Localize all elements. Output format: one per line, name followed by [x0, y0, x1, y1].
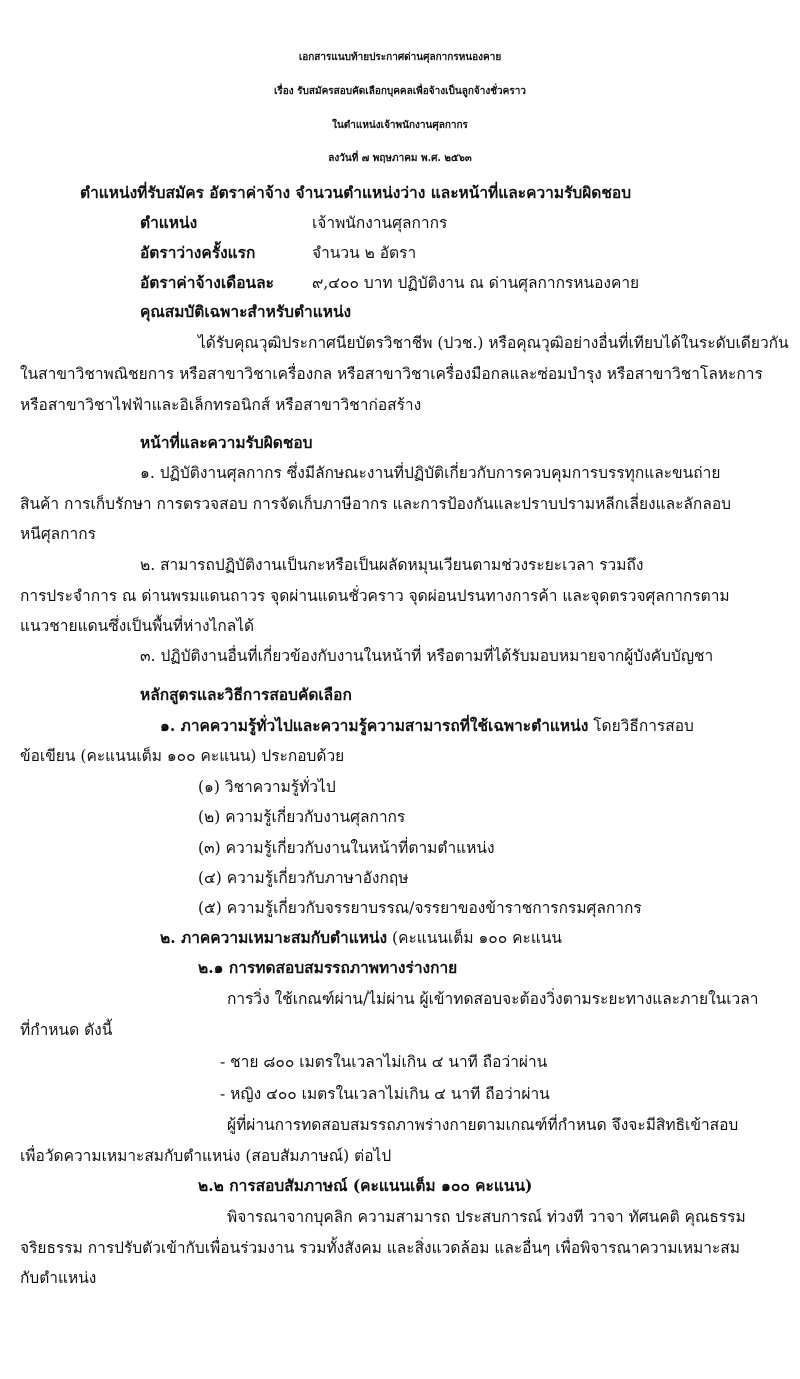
exam-subject-1: (๑) วิชาความรู้ทั่วไป — [198, 778, 336, 796]
duty-line-5: การประจำการ ณ ด่านพรมแดนถาวร จุดผ่านแดนชั่วคราว จุดผ่อนปรนทางการค้า และจุดตรวจศุลกากรตาม — [20, 587, 730, 605]
duty-line-1: ๑. ปฏิบัติงานศุลกากร ซึ่งมีลักษณะงานที่ปฏิบัติเกี่ยวกับการควบคุมการบรรทุกและขนถ่าย — [140, 464, 721, 482]
wage-row — [140, 273, 780, 293]
exam-subject-4: (๔) ความรู้เกี่ยวกับภาษาอังกฤษ — [198, 869, 409, 887]
duties-title: หน้าที่และความรับผิดชอบ — [140, 433, 313, 452]
header-line-1: เอกสารแนบท้ายประกาศด่านศุลกากรหนองคาย — [298, 52, 502, 63]
exam-subject-5: (๕) ความรู้เกี่ยวกับจรรยาบรรณ/จรรยาของข้าราชการกรมศุลกากร — [198, 899, 642, 917]
exam-sub-2-1-title: ๒.๑ การทดสอบสมรรถภาพทางร่างกาย — [198, 958, 458, 977]
exam-sub-2-1-male: - ชาย ๘๐๐ เมตรในเวลาไม่เกิน ๔ นาที ถือว่าผ่าน — [220, 1053, 548, 1071]
exam-sub-2-2-line-1: พิจารณาจากบุคลิก ความสามารถ ประสบการณ์ ท่วงที วาจา ทัศนคติ คุณธรรม — [227, 1208, 746, 1226]
header-line-2: เรื่อง รับสมัครสอบคัดเลือกบุคคลเพื่อจ้างเป็นลูกจ้างชั่วคราว — [274, 86, 526, 97]
vacancies-value: จำนวน ๒ อัตรา — [312, 244, 417, 262]
exam-sub-2-1-line-5: ผู้ที่ผ่านการทดสอบสมรรถภาพร่างกายตามเกณฑ์ที่กำหนด จึงจะมีสิทธิเข้าสอบ — [227, 1116, 739, 1134]
wage-value: ๙,๔๐๐ บาท ปฏิบัติงาน ณ ด่านศุลกากรหนองคาย — [312, 274, 640, 292]
qualifications-line-3: หรือสาขาวิชาไฟฟ้าและอิเล็กทรอนิกส์ หรือสาขาวิชาก่อสร้าง — [20, 396, 422, 414]
exam-part-2-score: (คะแนนเต็ม ๑๐๐ คะแนน — [387, 929, 563, 947]
exam-subject-3: (๓) ความรู้เกี่ยวกับงานในหน้าที่ตามตำแหน่ง — [198, 839, 495, 857]
exam-subject-2: (๒) ความรู้เกี่ยวกับงานศุลกากร — [198, 808, 406, 826]
exam-sub-2-1-female: - หญิง ๔๐๐ เมตรในเวลาไม่เกิน ๔ นาที ถือว่าผ่าน — [220, 1085, 550, 1103]
duty-line-3: หนีศุลกากร — [20, 525, 96, 543]
position-row — [140, 213, 780, 233]
position-value: เจ้าพนักงานศุลกากร — [312, 214, 448, 232]
exam-part-2 — [160, 928, 562, 948]
exam-part-1-line-2: ข้อเขียน (คะแนนเต็ม ๑๐๐ คะแนน) ประกอบด้วย — [20, 747, 345, 765]
wage-label: อัตราค่าจ้างเดือนละ — [140, 273, 274, 292]
header-line-3: ในตำแหน่งเจ้าพนักงานศุลกากร — [332, 120, 468, 131]
exam-sub-2-1-line-1: การวิ่ง ใช้เกณฑ์ผ่าน/ไม่ผ่าน ผู้เข้าทดสอบจะต้องวิ่งตามระยะทางและภายในเวลา — [227, 990, 759, 1008]
position-label: ตำแหน่ง — [140, 213, 198, 232]
vacancies-row — [140, 243, 780, 263]
exam-sub-2-2-line-3: กับตำแหน่ง — [20, 1269, 97, 1287]
section-title: ตำแหน่งที่รับสมัคร อัตราค่าจ้าง จำนวนตำแหน่งว่าง และหน้าที่และความรับผิดชอบ — [80, 183, 632, 202]
exam-sub-2-1-line-2: ที่กำหนด ดังนี้ — [20, 1021, 113, 1039]
header-line-4: ลงวันที่ ๗ พฤษภาคม พ.ศ. ๒๕๖๓ — [328, 153, 472, 164]
duty-line-4: ๒. สามารถปฏิบัติงานเป็นกะหรือเป็นผลัดหมุนเวียนตามช่วงระยะเวลา รวมถึง — [140, 556, 644, 574]
exam-part-1-heading: ๑. ภาคความรู้ทั่วไปและความรู้ความสามารถที่ใช้เฉพาะตำแหน่ง — [160, 716, 589, 735]
exam-sub-2-2-line-2: จริยธรรม การปรับตัวเข้ากับเพื่อนร่วมงาน รวมทั้งสังคม และสิ่งแวดล้อม และอื่นๆ เพื่อพิจารณาความเหมาะสม — [20, 1239, 740, 1257]
exam-sub-2-2-title: ๒.๒ การสอบสัมภาษณ์ (คะแนนเต็ม ๑๐๐ คะแนน) — [198, 1176, 533, 1195]
duty-line-6: แนวชายแดนซึ่งเป็นพื้นที่ห่างไกลได้ — [20, 617, 255, 635]
duty-line-2: สินค้า การเก็บรักษา การตรวจสอบ การจัดเก็บภาษีอากร และการป้องกันและปราบปรามหลีกเลี่ยงและลักลอบ — [20, 495, 731, 513]
exam-part-1 — [160, 716, 694, 736]
qualifications-title: คุณสมบัติเฉพาะสำหรับตำแหน่ง — [140, 302, 352, 321]
exam-part-1-method: โดยวิธีการสอบ — [588, 717, 694, 735]
vacancies-label: อัตราว่างครั้งแรก — [140, 243, 256, 262]
exam-part-2-heading: ๒. ภาคความเหมาะสมกับตำแหน่ง — [160, 928, 388, 947]
exam-sub-2-1-line-6: เพื่อวัดความเหมาะสมกับตำแหน่ง (สอบสัมภาษณ์) ต่อไป — [20, 1147, 392, 1165]
qualifications-line-1: ได้รับคุณวุฒิประกาศนียบัตรวิชาชีพ (ปวช.) หรือคุณวุฒิอย่างอื่นที่เทียบได้ในระดับเดียวกัน — [198, 334, 789, 352]
exam-title: หลักสูตรและวิธีการสอบคัดเลือก — [140, 685, 352, 704]
duty-line-7: ๓. ปฏิบัติงานอื่นที่เกี่ยวข้องกับงานในหน้าที่ หรือตามที่ได้รับมอบหมายจากผู้บังคับบัญชา — [140, 647, 714, 665]
qualifications-line-2: ในสาขาวิชาพณิชยการ หรือสาขาวิชาเครื่องกล หรือสาขาวิชาเครื่องมือกลและซ่อมบำรุง หรือสาขาวิชาโลหะการ — [20, 365, 763, 383]
